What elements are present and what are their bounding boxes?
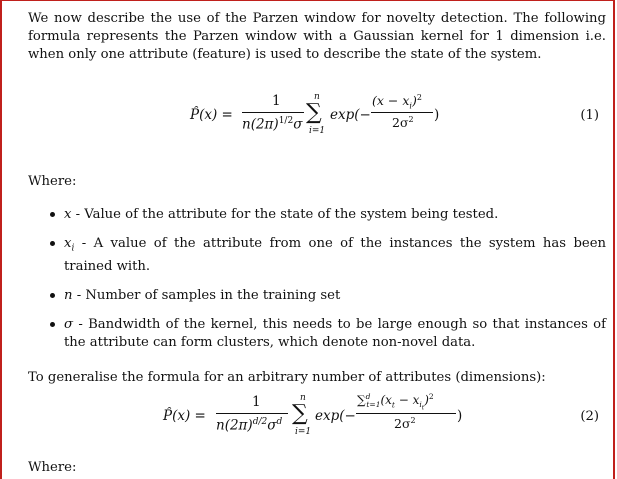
eq2-exp-numerator: $\sum^d_{t=1}(x_t - x_{i_t})^2$ bbox=[357, 392, 434, 412]
eq2-exp-prefix: exp(− bbox=[315, 408, 356, 424]
eq1-exp-close: ) bbox=[434, 107, 440, 123]
eq1-exp-denominator: $2\sigma^2$ bbox=[392, 115, 414, 131]
eq2-summation-sign: ∑ bbox=[292, 401, 308, 426]
eq1-coef-fraction-bar bbox=[242, 112, 304, 113]
eq2-sum-upper: n bbox=[300, 393, 306, 403]
intro-paragraph: We now describe the use of the Parzen window for novelty detection. The following formula represents the Parzen window with a Gaussian kernel for 1 dimension i.e. when only one attribute (feature) is used to describe the state of the system. bbox=[28, 11, 606, 62]
eq1-exp-numerator: $(x - x_i)^2$ bbox=[372, 93, 422, 111]
eq1-lhs: P̂(x) = bbox=[190, 107, 233, 123]
eq1-exp-fraction-bar bbox=[371, 112, 433, 113]
eq1-summation-sign: ∑ bbox=[306, 100, 322, 125]
bullet-icon bbox=[50, 241, 55, 246]
equation-2 bbox=[0, 392, 615, 448]
eq2-coef-numerator: 1 bbox=[252, 394, 261, 410]
eq2-sum-lower: i=1 bbox=[295, 427, 312, 437]
bullet-icon bbox=[50, 322, 55, 327]
eq1-coef-denominator: $n(2\pi)^{1/2}\sigma$ bbox=[242, 116, 303, 133]
eq1-sum-lower: i=1 bbox=[309, 126, 326, 136]
eq1-exp-prefix: exp(− bbox=[330, 107, 371, 123]
list-item: $x_i$ - A value of the attribute from one of the instances the system has been trained with. bbox=[50, 235, 606, 276]
equation-1 bbox=[0, 92, 615, 144]
list-item: σ - Bandwidth of the kernel, this needs to be large enough so that instances of the attribute can form clusters, which denote non-novel data. bbox=[50, 316, 606, 352]
where-label-1: Where: bbox=[28, 174, 77, 189]
eq1-number: (1) bbox=[580, 108, 599, 123]
list-item: x - Value of the attribute for the state of the system being tested. bbox=[50, 206, 606, 224]
variable-list bbox=[50, 206, 606, 363]
bullet-icon bbox=[50, 212, 55, 217]
where-label-2: Where: bbox=[28, 460, 77, 475]
bullet-icon bbox=[50, 293, 55, 298]
eq2-number: (2) bbox=[580, 409, 599, 424]
eq2-exp-fraction-bar bbox=[356, 413, 456, 414]
list-item: n - Number of samples in the training set bbox=[50, 287, 606, 305]
eq1-sum-upper: n bbox=[314, 92, 320, 102]
eq2-coef-denominator: $n(2\pi)^{d/2}\sigma^d$ bbox=[216, 417, 283, 434]
eq2-lhs: P̂(x) = bbox=[163, 408, 206, 424]
generalise-paragraph: To generalise the formula for an arbitrary number of attributes (dimensions): bbox=[28, 370, 546, 385]
eq1-coef-numerator: 1 bbox=[272, 93, 281, 109]
eq2-coef-fraction-bar bbox=[216, 413, 288, 414]
eq2-exp-close: ) bbox=[457, 408, 463, 424]
eq2-exp-denominator: $2\sigma^2$ bbox=[394, 416, 416, 432]
